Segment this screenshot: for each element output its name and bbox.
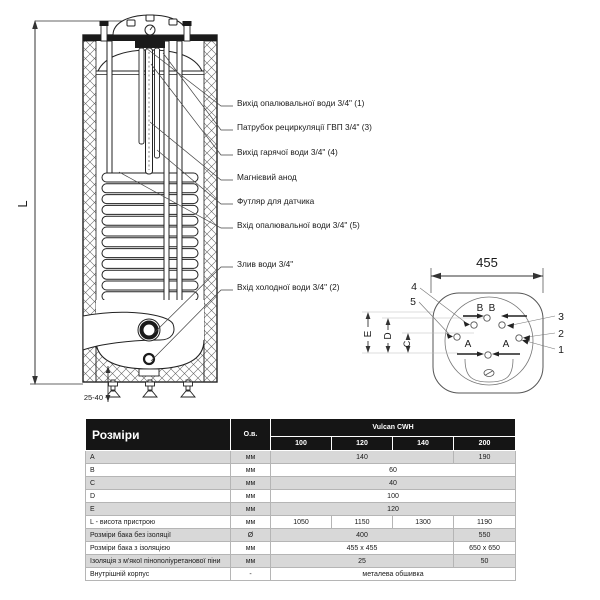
insulation-right [204, 41, 217, 382]
height-label: L [15, 200, 30, 208]
value-cell: 100 [271, 490, 516, 503]
table-row [86, 516, 516, 529]
value-cell: 60 [271, 464, 516, 477]
dim-c-label: C [402, 340, 412, 348]
table-row [86, 529, 516, 542]
callout-drain: Злив води 3/4" [237, 259, 294, 269]
callout-5: 5 [410, 296, 416, 308]
width-label: 455 [476, 255, 498, 270]
callout-1: 1 [558, 344, 564, 356]
value-cell: 1190 [454, 516, 516, 529]
model-100: 100 [271, 437, 332, 451]
dim-e-group [363, 312, 374, 353]
callout-3: 3 [558, 311, 564, 323]
table-header [86, 419, 516, 451]
model-200: 200 [454, 437, 516, 451]
dimensions-table [85, 418, 516, 581]
dim-b-left: B [476, 303, 484, 314]
dimension-label: Розміри бака без ізоляції [86, 529, 231, 542]
dim-b-right: B [488, 303, 496, 314]
table-row [86, 451, 516, 464]
tank-diagram [15, 15, 372, 402]
dim-a-left: A [464, 339, 472, 350]
top-cover [113, 15, 187, 35]
dimension-label: Ізоляція з м'якої пінополіуретанової піни [86, 555, 231, 568]
unit-cell: мм [231, 503, 271, 516]
width-dimension [431, 255, 543, 293]
dimension-label: B [86, 464, 231, 477]
unit-cell: мм [231, 464, 271, 477]
drain-boss [139, 369, 159, 376]
callout-labels [237, 98, 372, 292]
table-row [86, 568, 516, 581]
dim-a-right: A [502, 339, 510, 350]
table-title: Розміри [86, 419, 231, 451]
table-row [86, 555, 516, 568]
value-cell: 550 [454, 529, 516, 542]
value-cell: металева обшивка [271, 568, 516, 581]
dim-e-label: E [363, 330, 374, 338]
dimension-label: L - висота пристрою [86, 516, 231, 529]
dim-c-group [402, 333, 412, 353]
unit-cell: - [231, 568, 271, 581]
callout-4: 4 [411, 281, 417, 293]
model-140: 140 [393, 437, 454, 451]
callout-heating-out: Вихід опалювальної води 3/4" (1) [237, 98, 365, 108]
table-row [86, 503, 516, 516]
dim-d-group [383, 318, 394, 353]
table-row [86, 464, 516, 477]
value-cell: 25 [271, 555, 454, 568]
callout-magnesium-anode: Магнієвий анод [237, 172, 297, 182]
series-header: Vulcan CWH [271, 419, 516, 437]
value-cell: 140 [271, 451, 454, 464]
value-cell: 1300 [393, 516, 454, 529]
value-cell: 1050 [271, 516, 332, 529]
model-120: 120 [332, 437, 393, 451]
table-row [86, 490, 516, 503]
value-cell: 1150 [332, 516, 393, 529]
unit-cell: мм [231, 490, 271, 503]
callout-2: 2 [558, 328, 564, 340]
dim-d-label: D [383, 332, 394, 340]
callout-heating-in: Вхід опалювальної води 3/4" (5) [237, 220, 360, 230]
dimension-label: A [86, 451, 231, 464]
unit-cell: мм [231, 516, 271, 529]
table-row [86, 542, 516, 555]
callout-recirculation: Патрубок рециркуляції ГВП 3/4" (3) [237, 122, 372, 132]
unit-header: О.в. [231, 419, 271, 451]
dimension-label: Внутрішній корпус [86, 568, 231, 581]
unit-cell: мм [231, 555, 271, 568]
value-cell: 40 [271, 477, 516, 490]
unit-cell: мм [231, 451, 271, 464]
sensor-sleeve [155, 48, 160, 158]
dimension-label: D [86, 490, 231, 503]
top-view-diagram [362, 255, 564, 393]
table-body [86, 451, 516, 581]
dimension-label: E [86, 503, 231, 516]
feet-range-label: 25-40 [83, 393, 103, 402]
dimension-label: C [86, 477, 231, 490]
value-cell: 50 [454, 555, 516, 568]
table-row [86, 477, 516, 490]
dimension-label: Розміри бака з ізоляцією [86, 542, 231, 555]
value-cell: 120 [271, 503, 516, 516]
unit-cell: Ø [231, 529, 271, 542]
value-cell: 400 [271, 529, 454, 542]
value-cell: 455 x 455 [271, 542, 454, 555]
callout-cold-water-in: Вхід холодної води 3/4" (2) [237, 282, 340, 292]
callout-sensor-sleeve: Футляр для датчика [237, 196, 315, 206]
unit-cell: мм [231, 477, 271, 490]
value-cell: 650 x 650 [454, 542, 516, 555]
callout-hot-water-out: Вихід гарячої води 3/4" (4) [237, 147, 338, 157]
value-cell: 190 [454, 451, 516, 464]
unit-cell: мм [231, 542, 271, 555]
